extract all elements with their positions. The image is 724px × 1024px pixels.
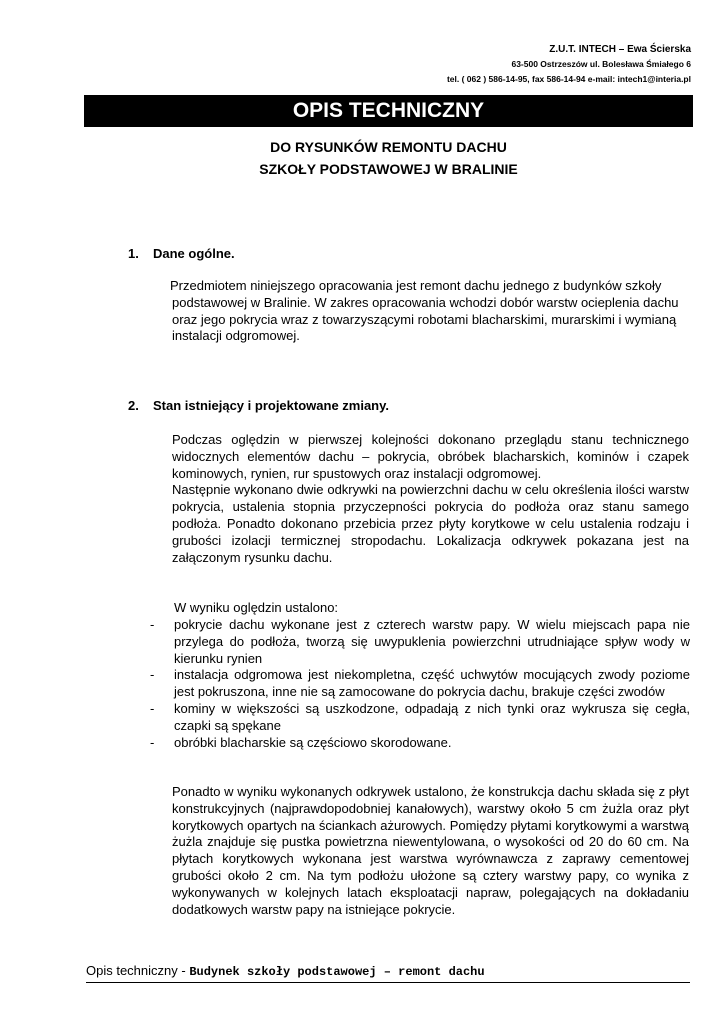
section-2-heading — [128, 398, 389, 413]
section-1-title: Dane ogólne. — [153, 246, 235, 261]
bullet-dash: - — [150, 667, 155, 683]
list-item: - instalacja odgromowa jest niekompletna, część uchwytów mocujących zwody poziome jest pokruszona, inne nie są zamocowane do pokrycia dachu, brakuje części zwodów — [150, 667, 690, 700]
footer-subject: Budynek szkoły podstawowej – remont dachu — [189, 965, 485, 979]
subtitle-line-2: SZKOŁY PODSTAWOWEJ W BRALINIE — [259, 161, 518, 177]
list-item: - obróbki blacharskie są częściowo skorodowane. — [150, 734, 452, 750]
list-item: - pokrycie dachu wykonane jest z czterech warstw papy. W wielu miejscach papa nie przylega do podłoża, tworzą się uwypuklenia powierzchni utrudniające spływ wody w kierunku rynien — [150, 617, 690, 666]
list-item: - kominy w większości są uszkodzone, odpadają z nich tynki oraz wykrusza się cegła, czapki są spękane — [150, 700, 690, 733]
bullet-dash: - — [150, 617, 155, 632]
findings-list — [150, 617, 690, 751]
section-1-paragraph: Przedmiotem niniejszego opracowania jest remont dachu jednego z budynków szkoły podstawowej w Bralinie. W zakres opracowania wchodzi dobór warstw ocieplenia dachu oraz jego pokrycia wraz z towarzyszącymi robotami blacharskimi, murarskimi i wymianą instalacji odgromowej. — [170, 278, 679, 344]
company-address: 63-500 Ostrzeszów ul. Bolesława Śmiałego 6 — [511, 59, 691, 69]
page-footer — [86, 962, 690, 983]
section-1-heading — [128, 246, 235, 261]
company-header — [447, 42, 691, 87]
company-contact: tel. ( 062 ) 586-14-95, fax 586-14-94 e-mail: intech1@interia.pl — [446, 74, 691, 84]
section-2-paragraph-2: Następnie wykonano dwie odkrywki na powierzchni dachu w celu określenia ilości warstw pokrycia, ustalenia stopnia przyczepności pokrycia do podłoża oraz stanu samego podłoża. Ponadto dokonano przebicia przez płyty korytkowe w celu ustalenia rodzaju i grubości izolacji termicznej stropodachu. Lokalizacja odkrywek pokazana jest na załączonym rysunku dachu. — [172, 482, 689, 565]
section-2-paragraph-1: Podczas oględzin w pierwszej kolejności dokonano przeglądu stanu technicznego widocznych elementów dachu – pokrycia, obróbek blacharskich, kominów i czapek kominowych, rynien, rur spustowych oraz instalacji odgromowej. — [172, 432, 689, 481]
section-2-number: 2. — [128, 398, 139, 413]
bullet-dash: - — [150, 734, 155, 750]
section-2-title: Stan istniejący i projektowane zmiany. — [153, 398, 389, 413]
section-2-paragraph-3: Ponadto w wyniku wykonanych odkrywek ustalono, że konstrukcja dachu składa się z płyt konstrukcyjnych (najprawdopodobniej kanałowych), warstwy około 5 cm żużla oraz płyt korytkowych opartych na ściankach ażurowych. Pomiędzy płytami korytkowymi a warstwą żużla znajduje się pustka powietrzna niewentylowana, o wysokości od 20 do 60 cm. Na płytach korytkowych wykonana jest warstwa wyrównawcza z zaprawy cementowej grubości około 2 cm. Na tym podłożu ułożone są cztery warstwy papy, co wynika z wykonywanych w kolejnych latach eksploatacji napraw, polegających na dokładaniu dodatkowych warstw papy na istniejące pokrycie. — [172, 784, 689, 917]
bullet-dash: - — [150, 700, 155, 716]
section-2-body — [172, 432, 689, 566]
footer-label: Opis techniczny - — [86, 963, 190, 978]
section-1-number: 1. — [128, 246, 139, 261]
findings-intro: W wyniku oględzin ustalono: — [174, 600, 339, 615]
document-title: OPIS TECHNICZNY — [84, 95, 693, 127]
company-name: Z.U.T. INTECH – Ewa Ścierska — [549, 44, 691, 55]
subtitle-line-1: DO RYSUNKÓW REMONTU DACHU — [270, 139, 507, 155]
